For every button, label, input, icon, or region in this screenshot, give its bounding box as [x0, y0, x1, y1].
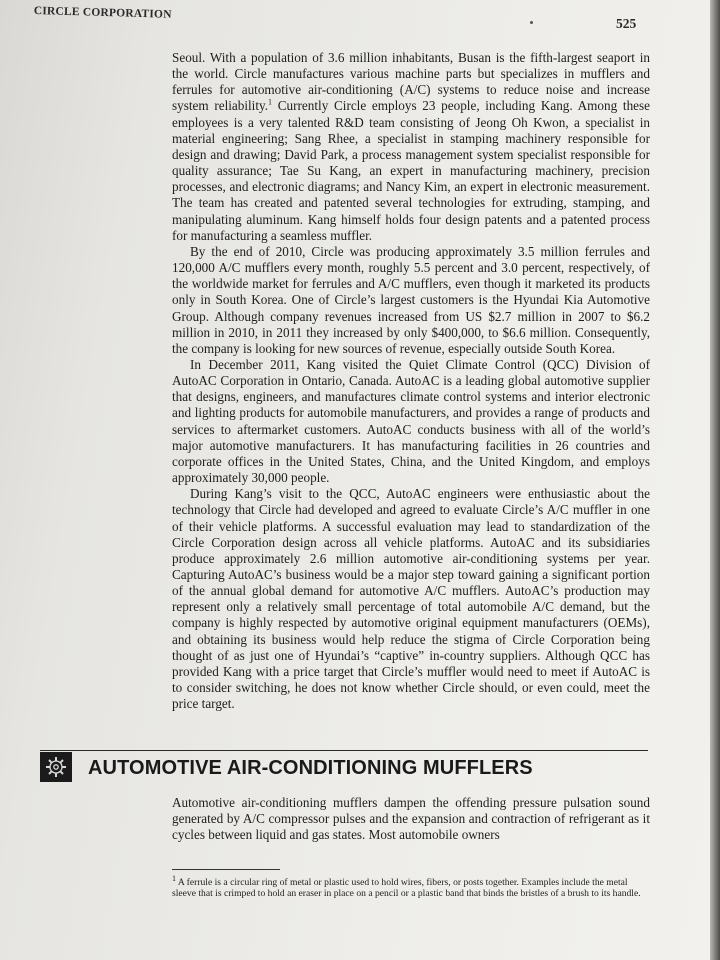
book-spine-shadow [710, 0, 720, 960]
footnote-reference: 1 [268, 98, 273, 108]
ink-dot [530, 21, 533, 24]
paragraph-2: By the end of 2010, Circle was producing approximately 3.5 million ferrules and 120,000 A/C mufflers every month, roughly 5.5 percent and 3.0 percent, respectively, of the worldwide market for ferrules and A/C mufflers, even though it marketed its products only in South Korea. One of Circle’s largest customers is the Hyundai Kia Automotive Group. Although company revenues increased from US $2.7 million in 2007 to $6.2 million in 2010, in 2011 they increased by only $400,000, to $6.6 million. Consequently, the company is looking for new sources of revenue, especially outside South Korea. [172, 243, 650, 356]
footnote-rule [172, 869, 280, 870]
footnote-marker: 1 [172, 873, 176, 883]
running-head: CIRCLE CORPORATION [33, 5, 172, 21]
section-gear-icon [40, 752, 72, 782]
paragraph-1 [172, 50, 650, 244]
paragraph-1-part-a: Seoul. With a population of 3.6 million inhabitants, Busan is the fifth-largest seaport in the world. Circle manufactures various machine parts but specializes in mufflers and ferrules for automotive air-conditioning (A/C) systems to reduce noise and increase system reliability. [172, 50, 650, 114]
page-number: 525 [616, 16, 637, 31]
footnote [172, 873, 650, 900]
section-paragraph: Automotive air-conditioning mufflers dampen the offending pressure pulsation sound generated by A/C compressor pulses and the expansion and contraction of refrigerant as it cycles between liquid and gas states. Most automobile owners [172, 795, 650, 843]
paragraph-1-part-b: Currently Circle employs 23 people, including Kang. Among these employees is a very talented R&D team consisting of Jeong Oh Kwon, a specialist in material engineering; Sang Rhee, a specialist in stamping machinery responsible for design and drawing; David Park, a process management system specialist responsible for quality assurance; Tae Su Kang, an expert in manufacturing machinery, precision processes, and electronic diagrams; and Nancy Kim, an expert in electronic measurement. The team has created and patented several technologies for extruding, stamping, and manipulating aluminum. Kang himself holds four design patents and a patented process for manufacturing a seamless muffler. [172, 98, 650, 243]
paragraph-3: In December 2011, Kang visited the Quiet Climate Control (QCC) Division of AutoAC Corporation in Ontario, Canada. AutoAC is a leading global automotive supplier that designs, engineers, and manufactures climate control systems and interior electronic and lighting products for automobile manufacturers, and provides a range of products and services to aftermarket customers. AutoAC conducts business with all of the world’s major automotive manufacturers. It has manufacturing facilities in 26 countries and corporate offices in the United States, China, and the United Kingdom, and employs approximately 30,000 people. [172, 356, 650, 486]
section-heading: AUTOMOTIVE AIR-CONDITIONING MUFFLERS [88, 757, 533, 779]
footnote-text: A ferrule is a circular ring of metal or plastic used to hold wires, fibers, or posts together. Examples include the metal sleeve that is crimped to hold an eraser in place on a pencil or a plastic band that binds the bristles of a brush to its handle. [172, 877, 641, 900]
body-text [172, 50, 650, 712]
paragraph-4: During Kang’s visit to the QCC, AutoAC engineers were enthusiastic about the technology that Circle had developed and agreed to evaluate Circle’s A/C muffler in one of their vehicle platforms. A successful evaluation may lead to standardization of the Circle Corporation design across all vehicle platforms. AutoAC and its subsidiaries produce approximately 2.6 million automotive air-conditioning systems per year. Capturing AutoAC’s business would be a major step toward gaining a significant portion of the annual global demand for automotive A/C mufflers. AutoAC’s production may represent only a relatively small percentage of total automobile A/C demand, but the company is highly respected by automotive original equipment manufacturers (OEMs), and obtaining its business would help reduce the stigma of Circle Corporation being thought of as just one of Hyundai’s “captive” in-country suppliers. Although QCC has provided Kang with a price target that Circle’s muffler would need to meet if AutoAC is to consider switching, he does not know whether Circle should, or even could, meet the price target. [172, 486, 650, 712]
section-divider [40, 750, 648, 751]
